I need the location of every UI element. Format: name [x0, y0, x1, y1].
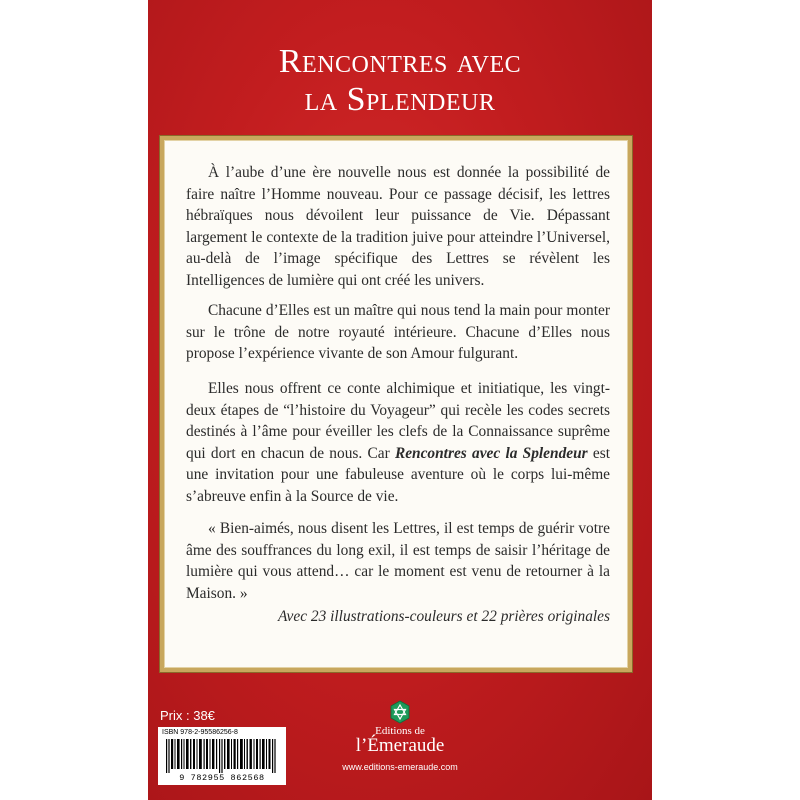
title-line-1: Rencontres avec — [278, 43, 522, 80]
illustrations-note: Avec 23 illustrations-couleurs et 22 prières originales — [277, 608, 610, 625]
star-of-david-icon — [388, 700, 412, 724]
price-label: Prix : 38€ — [160, 708, 215, 723]
barcode-icon — [164, 739, 280, 773]
paragraph-3-after: est une invitation pour une fabuleuse aventure où le corps lui-même s’abreuve enfin à la Source de vie. — [186, 444, 610, 505]
paragraph-3-before: Elles nous offrent ce conte alchimique et initiatique, les vingt-deux étapes de “l’histoire du Voyageur” qui recèle les codes secrets destinés à l’âme pour éveiller les clefs de la Connaissance suprême qui dort en chacun de nous. Car — [186, 380, 610, 462]
barcode-box — [158, 727, 286, 785]
book-back-cover — [148, 0, 652, 800]
title-line-2: la Splendeur — [304, 81, 496, 118]
publisher-name-line-1: Editions de — [375, 725, 425, 737]
paragraph-1: À l’aube d’une ère nouvelle nous est donnée la possibilité de faire naître l’Homme nouveau. Pour ce passage décisif, les lettres hébraïques nous dévoilent leur puissance de Vie. Dépassant largement le contexte de la tradition juive pour atteindre l’Universel, au-delà de l’image spécifique des Lettres se révèlent les Intelligences de lumière qui ont créé les univers. — [186, 164, 610, 289]
publisher-url: www.editions-emeraude.com — [342, 762, 458, 772]
paragraph-2: Chacune d’Elles est un maître qui nous tend la main pour monter sur le trône de notre royauté intérieure. Chacune d’Elles nous propose l’expérience vivante de son Amour fulgurant. — [186, 302, 610, 362]
text-panel — [160, 136, 632, 672]
paragraph-4-quote: « Bien-aimés, nous disent les Lettres, il est temps de guérir votre âme des souffrances du long exil, il est temps de saisir l’héritage de lumière qui vous attend… car le moment est venu de retourner à la Maison. » — [186, 520, 610, 602]
barcode-number: 9 782955 862568 — [179, 773, 265, 783]
isbn-text: ISBN 978-2-95586256-8 — [162, 729, 238, 736]
paragraph-3-book-title: Rencontres avec la Splendeur — [394, 444, 588, 462]
publisher-name-line-2: l’Émeraude — [355, 735, 445, 756]
paragraph-3 — [186, 378, 610, 507]
